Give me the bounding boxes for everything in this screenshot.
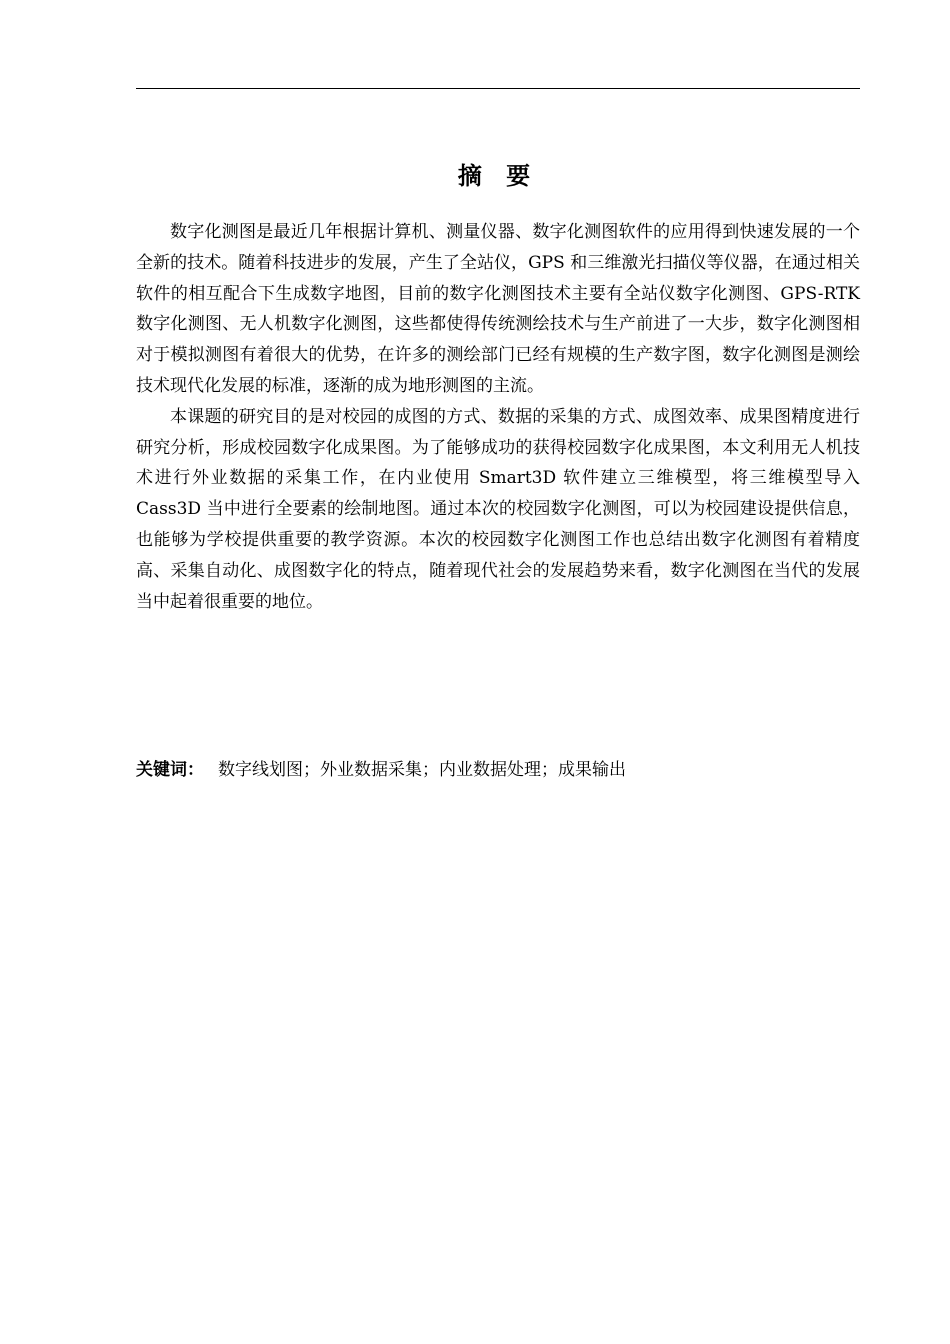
- keywords-text: 数字线划图；外业数据采集；内业数据处理；成果输出: [218, 760, 626, 780]
- abstract-paragraph-1: 数字化测图是最近几年根据计算机、测量仪器、数字化测图软件的应用得到快速发展的一个全新的技术。随着科技进步的发展，产生了全站仪，GPS 和三维激光扫描仪等仪器，在通过相关软件的相互配合下生成数字地图，目前的数字化测图技术主要有全站仪数字化测图、GPS-RTK 数字化测图、无人机数字化测图，这些都使得传统测绘技术与生产前进了一大步，数字化测图相对于模拟测图有着很大的优势，在许多的测绘部门已经有规模的生产数字图，数字化测图是测绘技术现代化发展的标准，逐渐的成为地形测图的主流。: [136, 222, 860, 396]
- keywords-label: 关键词：: [136, 760, 204, 780]
- abstract-title: 摘 要: [457, 162, 539, 190]
- abstract-paragraph-2: 本课题的研究目的是对校园的成图的方式、数据的采集的方式、成图效率、成果图精度进行研究分析，形成校园数字化成果图。为了能够成功的获得校园数字化成果图，本文利用无人机技术进行外业数据的采集工作，在内业使用 Smart3D 软件建立三维模型，将三维模型导入 Cass3D 当中进行全要素的绘制地图。通过本次的校园数字化测图，可以为校园建设提供信息，也能够为学校提供重要的教学资源。本次的校园数字化测图工作也总结出数字化测图有着精度高、采集自动化、成图数字化的特点，随着现代社会的发展趋势来看，数字化测图在当代的发展当中起着很重要的地位。: [136, 406, 860, 612]
- keywords-line: [136, 755, 860, 785]
- abstract-body: [136, 217, 860, 617]
- header-rule: [136, 88, 860, 89]
